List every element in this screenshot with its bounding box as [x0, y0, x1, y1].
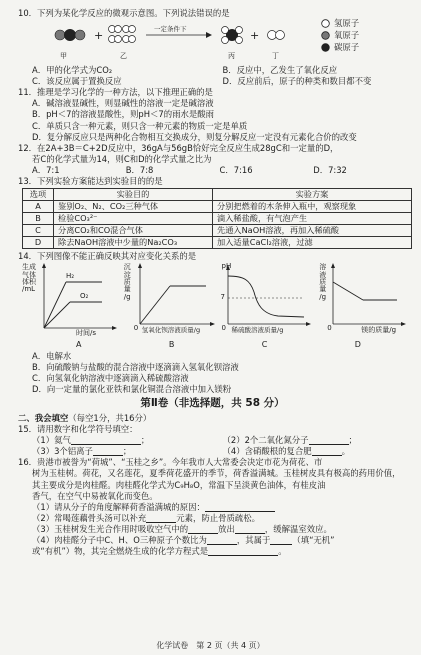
q10-stem: 10．下列为某化学反应的微观示意图。下列说法错误的是: [18, 8, 230, 18]
reaction-diagram: [46, 21, 346, 61]
q12-option-b[interactable]: B．7:8: [125, 164, 154, 175]
q14-option-b[interactable]: B．向硫酸钠与盐酸的混合溶液中逐滴滴入氢氧化钡溶液: [32, 361, 239, 372]
q10-option-a[interactable]: A．甲的化学式为CO₂: [32, 65, 113, 76]
graph-c-7-mark: 7: [220, 293, 225, 302]
q15-stem: 15．请用数字和化学符号填空：: [18, 424, 138, 435]
h2-line: [44, 282, 66, 328]
q15-1-blank[interactable]: [71, 435, 141, 445]
q14-option-c[interactable]: C．向氢氧化钠溶液中逐滴滴入稀硫酸溶液: [32, 372, 189, 383]
graph-a-h2-label: H₂: [66, 272, 75, 281]
q16-3-blank-a[interactable]: [188, 524, 218, 534]
label-jia: 甲: [60, 52, 67, 61]
graph-c: [214, 262, 310, 342]
graph-d-ylabel: 溶 液 质 量 /g: [319, 263, 327, 301]
graph-a-ylabel: 生成 气体 体积 /mL: [22, 263, 36, 294]
q16-items: [18, 502, 407, 557]
q10-option-d[interactable]: D．反应前后，原子的种类和数目都不变: [222, 76, 372, 87]
q16-line-1: 16．贵港市被誉为“荷城”、“玉桂之乡”。今年我市人大常委会决定市花为荷花、市: [18, 457, 323, 468]
graph-a-o2-label: O₂: [80, 292, 89, 301]
q12-options: [18, 165, 407, 176]
solution-mass-line: [333, 282, 363, 300]
q14-graphs: [18, 262, 407, 342]
q11-option-c[interactable]: C．单质只含一种元素，则只含一种元素的物质一定是单质: [32, 120, 248, 131]
molecule-jia: [55, 29, 85, 41]
q16-1-blank[interactable]: [205, 502, 275, 512]
q13-table: [22, 188, 412, 249]
label-bing: 丙: [228, 52, 235, 61]
q12-stem-1: 12．在2A+3B＝C+2D反应中，36gA与56gB恰好完全反应生成28gC和一定量的D，: [18, 142, 339, 153]
q16-4-blank-c[interactable]: [208, 546, 278, 556]
q13-header-option: 选项: [23, 189, 54, 201]
q12-stem-2: 若C的化学式量为14，则C和D的化学式量之比为: [32, 153, 212, 164]
q10-option-b[interactable]: B．反应中，乙发生了氧化反应: [222, 65, 338, 76]
q14-stem: 14．下列图像不能正确反映其对应变化关系的是: [18, 251, 197, 262]
q16-3-blank-b[interactable]: [235, 524, 265, 534]
q16-line-4: 香气，在空气中易被氧化而变色。: [32, 490, 158, 501]
q16-item-1: （1）请从分子的角度解释荷香溢满城的原因：: [32, 502, 407, 513]
ph-curve: [228, 276, 304, 317]
q12-option-c[interactable]: C．7:16: [219, 164, 253, 175]
q14-options: [18, 351, 407, 395]
q16-item-4: （4）肉桂醛分子中C、H、O三种原子个数比为 ，其属于 （填“无机”: [32, 535, 335, 546]
molecule-ding: [268, 31, 285, 40]
graph-b-xlabel: 氢氧化钡溶液质量/g: [141, 326, 201, 335]
oxygen-atom-icon: [321, 31, 330, 40]
q11-stem: 11．推理是学习化学的一种方法，以下推理正确的是: [18, 87, 213, 98]
o2-line: [44, 302, 70, 328]
arrow-condition: 一定条件下: [154, 25, 187, 34]
q16-item-3: （3）玉桂树发生光合作用时吸收空气中的 放出 ，缓解温室效应。: [32, 523, 332, 534]
legend-oxygen: 氧原子: [321, 29, 401, 41]
atom-legend: [321, 17, 401, 53]
table-row: B 检验CO₃²⁻ 滴入稀盐酸，有气泡产生: [23, 213, 412, 225]
q16-item-2: （2）常喝莲藕骨头汤可以补充 元素，防止骨质疏松。: [32, 512, 260, 523]
graph-a-xlabel: 时间/s: [76, 329, 97, 338]
graph-d-xlabel: 镁的质量/g: [361, 326, 397, 335]
legend-carbon: 碳原子: [321, 41, 401, 53]
q14-option-a[interactable]: A．电解水: [32, 350, 72, 361]
legend-hydrogen: 氢原子: [321, 17, 401, 29]
q10-option-c[interactable]: C．该反应属于置换反应: [32, 76, 122, 87]
q13-header-purpose: 实验目的: [54, 189, 213, 201]
q15-3-blank[interactable]: [93, 446, 123, 456]
q16-2-blank[interactable]: [146, 513, 176, 523]
q11-options: [18, 98, 407, 142]
molecule-yi: [109, 26, 136, 43]
part2-heading: 二、我会填空（每空1分，共16分）: [18, 413, 152, 423]
carbon-atom-icon: [321, 43, 330, 52]
precipitate-line: [140, 286, 170, 324]
q13-table-header: [23, 189, 412, 201]
q12-option-a[interactable]: A．7:1: [32, 164, 60, 175]
graph-c-origin: 0: [221, 324, 226, 333]
plus-sign-1: +: [94, 29, 104, 43]
q11-option-b[interactable]: B．pH＜7的溶液显酸性，则pH＜7的雨水是酸雨: [32, 109, 215, 120]
graph-c-xlabel: 稀硫酸溶液质量/g: [231, 326, 284, 335]
q10-options: [18, 65, 407, 87]
q16-line-2: 树为玉桂树。荷花，又名莲花，夏季荷花盛开的季节，荷香溢满城。玉桂树皮具有极高的药用价值，: [32, 468, 401, 479]
q15-items: （1）氦气 ； （2）2个二氧化氮分子 ； （3）3个铝离子 ； （4）含硝酸根的复合肥 。: [32, 435, 357, 457]
q15-2-blank[interactable]: [309, 435, 349, 445]
graph-b: [118, 262, 214, 342]
q10-diagram: [18, 19, 407, 63]
plus-sign-2: +: [250, 29, 260, 43]
table-row: D 除去NaOH溶液中少量的Na₂CO₃ 加入适量CaCl₂溶液，过滤: [23, 237, 412, 249]
graph-c-ylabel: pH: [221, 262, 232, 271]
label-yi: 乙: [120, 52, 127, 61]
graph-d-origin: 0: [327, 324, 332, 333]
q14-option-d[interactable]: D．向一定量的氯化亚铁和氯化铜混合溶液中加入镁粉: [32, 384, 232, 395]
molecule-bing: [222, 27, 243, 44]
q13-header-plan: 实验方案: [213, 189, 412, 201]
q11-option-d[interactable]: D．复分解反应只是两种化合物相互交换成分，则复分解反应一定没有元素化合价的改变: [32, 131, 357, 142]
q11-option-a[interactable]: A．碱溶液显碱性，则显碱性的溶液一定是碱溶液: [32, 98, 214, 109]
q12-option-d[interactable]: D．7:32: [313, 164, 347, 175]
q16-line-3: 其主要成分是肉桂醛。肉桂醛化学式为C₉H₈O，常温下呈淡黄色油体，有桂皮油: [32, 479, 326, 490]
q13-stem: 13．下列实验方案能达到实验目的的是: [18, 176, 163, 187]
graph-b-ylabel: 沉 淀 质 量 /g: [123, 263, 131, 301]
table-row: C 分离CO₂和CO混合气体 先通入NaOH溶液，再加入稀硫酸: [23, 225, 412, 237]
graph-a: [22, 262, 118, 342]
table-row: A 鉴别O₂、N₂、CO₂三种气体 分别把燃着的木条伸入瓶中，观察现象: [23, 201, 412, 213]
graph-b-origin: 0: [133, 324, 139, 333]
section-title: 第Ⅱ卷（非选择题，共 58 分）: [140, 397, 285, 410]
q16-4-blank-a[interactable]: [207, 535, 237, 545]
label-ding: 丁: [272, 52, 279, 61]
page-footer: 化学试卷 第 2 页（共 4 页）: [156, 641, 265, 651]
q16-item-4-cont: 或“有机”）物，其完全燃烧生成的化学方程式是 。: [32, 546, 287, 557]
q16-4-blank-b[interactable]: [270, 535, 292, 545]
hydrogen-atom-icon: [321, 19, 330, 28]
q15-4-blank[interactable]: [312, 446, 342, 456]
graph-d: [309, 262, 405, 342]
q14-graph-names: A B C D: [76, 340, 361, 350]
